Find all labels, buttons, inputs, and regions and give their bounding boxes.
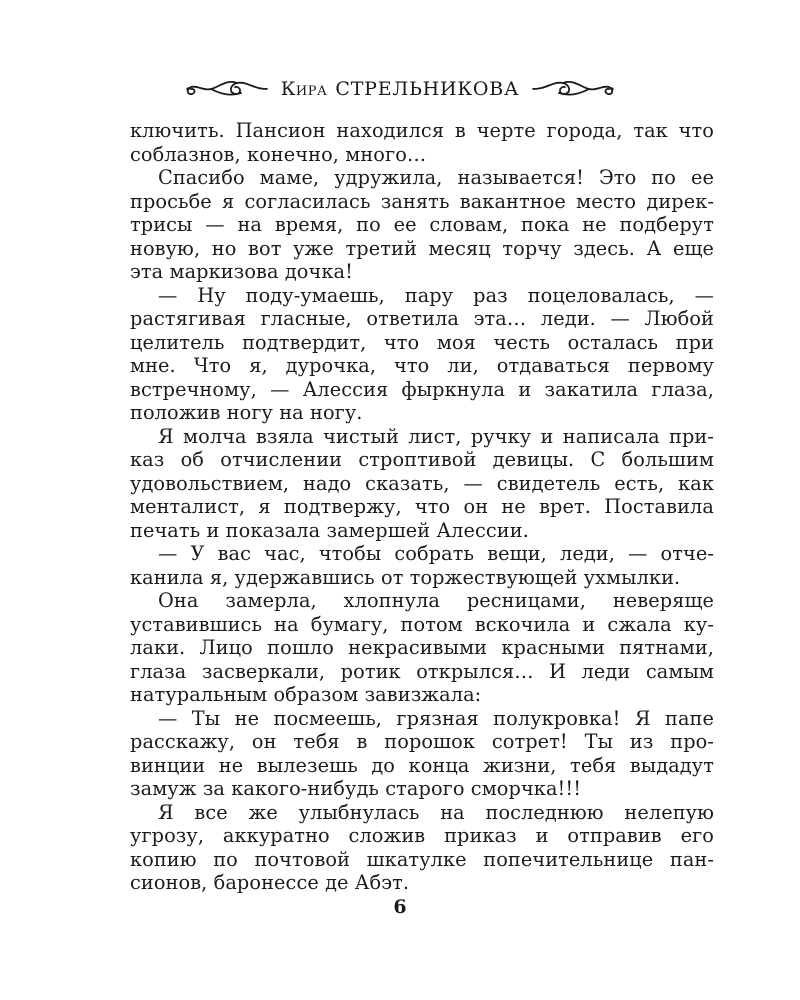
running-head-author (281, 78, 520, 100)
text-line: менталист, я подтвержу, что он не врет. Поставила (130, 495, 714, 518)
text-line: просьбе я согласилась занять вакантное место дирек- (130, 189, 714, 213)
text-line: мне. Что я, дурочка, что ли, отдаваться первому (130, 354, 714, 377)
text-line: удовольствием, надо сказать, — свидетель есть, как (130, 471, 714, 495)
text-line: натуральным образом завизжала: (130, 683, 482, 706)
text-line: новую, но вот уже третий месяц торчу здесь. А еще (130, 236, 714, 260)
author-first-name: Кира (280, 78, 328, 100)
text-line: печать и показала замершей Алессии. (130, 518, 529, 542)
text-line: сионов, баронессе де Абэт. (130, 871, 410, 894)
text-line: — Ты не посмеешь, грязная полукровка! Я папе (158, 706, 714, 730)
text-line: каз об отчислении строптивой девицы. С большим (130, 448, 714, 471)
text-line: положив ногу на ногу. (130, 401, 363, 424)
text-line: замуж за какого-нибудь старого сморчка!!! (130, 777, 582, 800)
text-line: растягивая гласные, ответила эта… леди. — Любой (130, 307, 714, 330)
text-line: целитель подтвердит, что моя честь осталась при (130, 330, 714, 354)
text-line: ключить. Пансион находился в черте города, так что (130, 119, 714, 142)
body-text (130, 119, 714, 895)
text-line: Она замерла, хлопнула ресницами, неверяще (158, 589, 714, 612)
text-line: — Ну поду-умаешь, пару раз поцеловалась, — (158, 283, 714, 307)
text-line: расскажу, он тебя в порошок сотрет! Ты из про- (130, 730, 714, 753)
text-line: — У вас час, чтобы собрать вещи, леди, — отче- (158, 542, 714, 565)
text-line: Я молча взяла чистый лист, ручку и написала при- (158, 424, 714, 448)
text-line: глаза засверкали, ротик открылся… И леди самым (130, 659, 714, 683)
text-line: соблазнов, конечно, много… (130, 142, 427, 166)
text-line: уставившись на бумагу, потом вскочила и сжала ку- (130, 612, 714, 636)
text-line: трисы — на время, по ее словам, пока не подберут (130, 213, 714, 236)
text-line: угрозу, аккуратно сложив приказ и отправив его (130, 824, 714, 847)
running-head (0, 72, 800, 106)
page-number: 6 (393, 896, 407, 918)
text-line: винции не вылезешь до конца жизни, тебя выдадут (130, 753, 714, 777)
text-line: лаки. Лицо пошло некрасивыми красными пятнами, (130, 636, 714, 659)
author-last-name: СТРЕЛЬНИКОВА (335, 78, 520, 100)
flourish-left-icon (183, 77, 269, 101)
text-line: Спасибо маме, удружила, называется! Это по ее (158, 166, 714, 189)
text-line: Я все же улыбнулась на последнюю нелепую (158, 800, 714, 824)
text-line: встречному, — Алессия фыркнула и закатила глаза, (130, 377, 714, 401)
text-line: канила я, удержавшись от торжествующей ухмылки. (130, 565, 681, 589)
text-line: эта маркизова дочка! (130, 260, 353, 283)
text-line: копию по почтовой шкатулке попечительнице пан- (130, 847, 714, 871)
flourish-right-icon (531, 77, 617, 101)
